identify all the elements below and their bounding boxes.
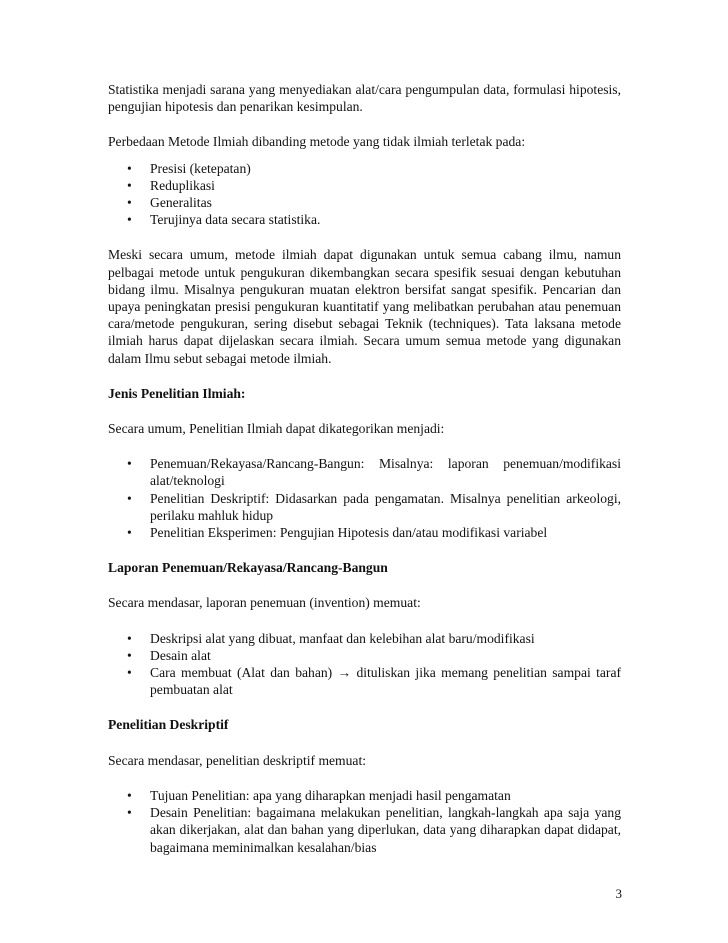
list-item: • Penemuan/Rekayasa/Rancang-Bangun: Misalnya: laporan penemuan/modifikasi alat/teknologi <box>108 455 621 489</box>
list-item: • Penelitian Deskriptif: Didasarkan pada pengamatan. Misalnya penelitian arkeologi, perilaku mahluk hidup <box>108 490 621 524</box>
list-perbedaan <box>108 160 621 229</box>
list-penelitian-deskriptif <box>108 787 621 856</box>
list-item: • Tujuan Penelitian: apa yang diharapkan menjadi hasil pengamatan <box>108 787 621 804</box>
paragraph-statistika: Statistika menjadi sarana yang menyediakan alat/cara pengumpulan data, formulasi hipotesis, pengujian hipotesis dan penarikan kesimpulan. <box>108 82 621 115</box>
list-jenis-penelitian <box>108 455 621 541</box>
list-item: • Desain alat <box>108 647 621 664</box>
list-item: • Reduplikasi <box>108 177 621 194</box>
list-item: • Cara membuat (Alat dan bahan) → dituliskan jika memang penelitian sampai taraf pembuatan alat <box>108 664 621 698</box>
paragraph-jenis-intro: Secara umum, Penelitian Ilmiah dapat dikategorikan menjadi: <box>108 421 445 437</box>
list-item: • Generalitas <box>108 194 621 211</box>
paragraph-metode-ilmiah: Meski secara umum, metode ilmiah dapat digunakan untuk semua cabang ilmu, namun pelbagai metode untuk pengukuran dikembangkan secara spesifik sesuai dengan kebutuhan bidang ilmu. Misalnya pengukuran muatan elektron bersifat sangat spesifik. Pencarian dan upaya peningkatan presisi pengukuran kuantitatif yang melibatkan perubahan atau penemuan cara/metode pengukuran, sering disebut sebagai Teknik (techniques). Tata laksana metode ilmiah harus dapat dijelaskan secara ilmiah. Secara umum semua metode yang digunakan dalam Ilmu sebut sebagai metode ilmiah. <box>108 247 621 366</box>
page-number: 3 <box>615 886 622 901</box>
list-item: • Penelitian Eksperimen: Pengujian Hipotesis dan/atau modifikasi variabel <box>108 524 621 541</box>
document-body <box>108 81 621 874</box>
heading-laporan-penemuan: Laporan Penemuan/Rekayasa/Rancang-Bangun <box>108 560 388 576</box>
list-item: • Terujinya data secara statistika. <box>108 211 621 228</box>
heading-jenis-penelitian: Jenis Penelitian Ilmiah: <box>108 385 246 401</box>
paragraph-perbedaan: Perbedaan Metode Ilmiah dibanding metode yang tidak ilmiah terletak pada: <box>108 134 526 150</box>
heading-penelitian-deskriptif: Penelitian Deskriptif <box>108 717 229 733</box>
list-item: • Presisi (ketepatan) <box>108 160 621 177</box>
paragraph-deskriptif-intro: Secara mendasar, penelitian deskriptif memuat: <box>108 752 367 768</box>
list-item: • Desain Penelitian: bagaimana melakukan penelitian, langkah-langkah apa saja yang akan dikerjakan, alat dan bahan yang diperlukan, data yang diharapkan dapat didapat, bagaimana meminimalkan kesalahan/bias <box>108 804 621 856</box>
paragraph-laporan-intro: Secara mendasar, laporan penemuan (invention) memuat: <box>108 595 421 611</box>
list-item: • Deskripsi alat yang dibuat, manfaat dan kelebihan alat baru/modifikasi <box>108 630 621 647</box>
list-laporan-penemuan <box>108 630 621 699</box>
